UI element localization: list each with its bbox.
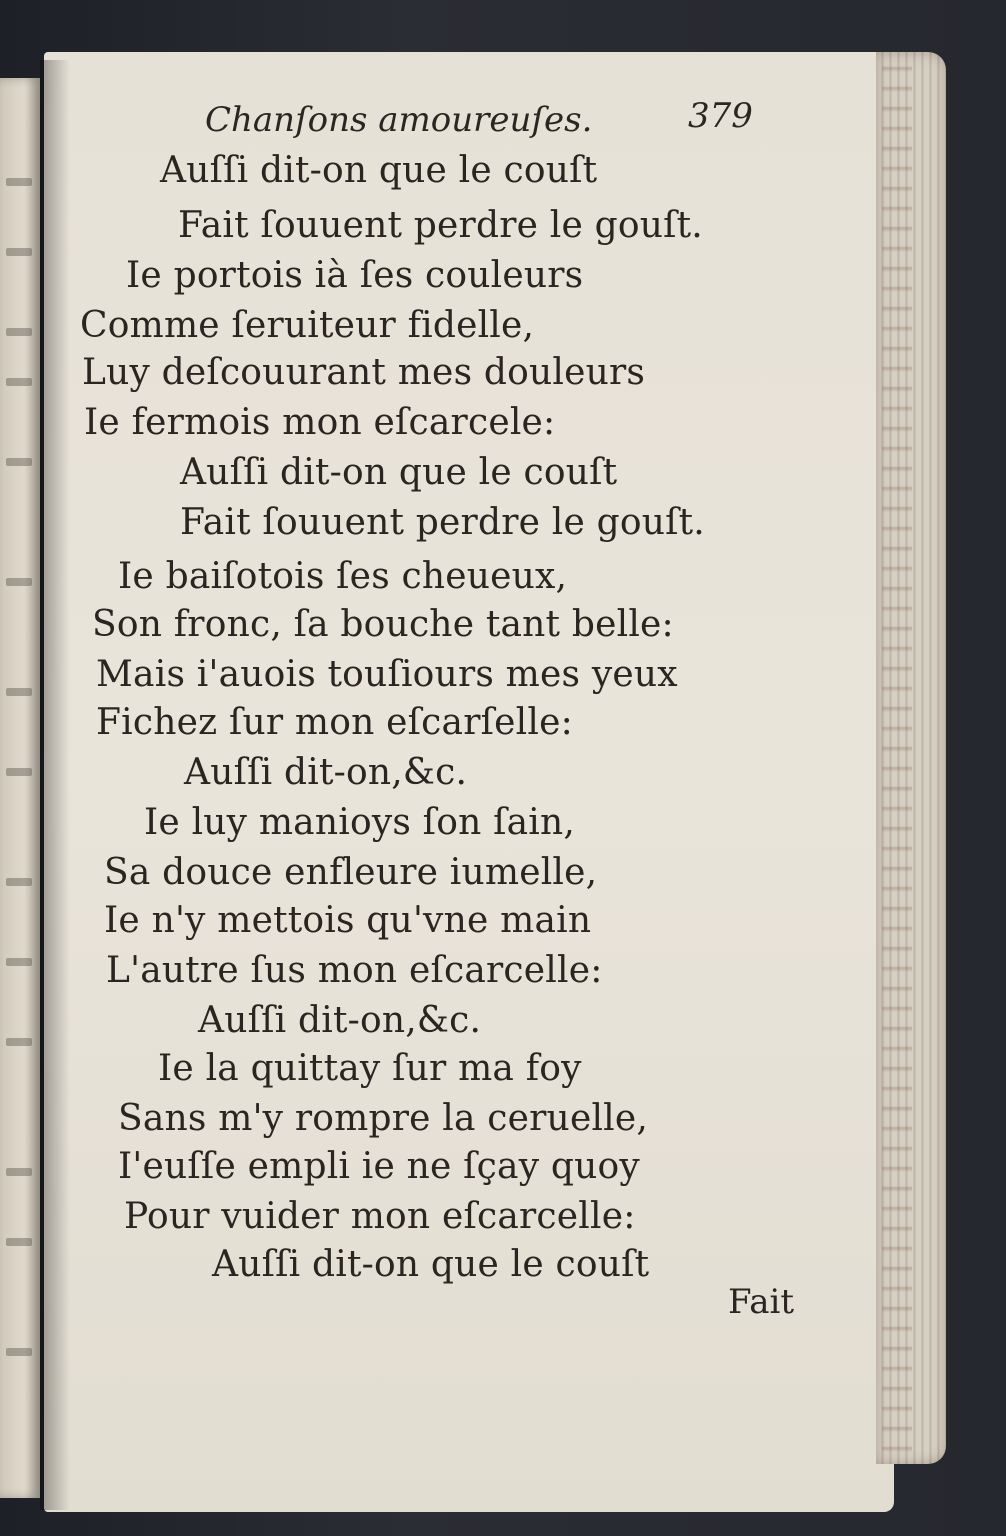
running-head: Chanſons amoureuſes.: [205, 100, 593, 140]
verse-line: Ie portois ià ſes couleurs: [126, 255, 584, 296]
verse-line: Auſſi dit-on que le couſt: [180, 452, 618, 493]
verse-line: I'euſſe empli ie ne ſçay quoy: [118, 1146, 640, 1187]
verse-line: Ie baiſotois ſes cheueux,: [118, 556, 568, 597]
verse-line: Fait ſouuent perdre le gouſt.: [178, 205, 703, 246]
verse-line: Pour vuider mon eſcarcelle:: [124, 1196, 636, 1237]
faded-text-mark: [6, 1038, 32, 1046]
previous-page-edge: [0, 78, 40, 1498]
verse-line: Ie luy manioys ſon ſain,: [144, 802, 576, 843]
catchword: Fait: [728, 1282, 795, 1322]
faded-text-mark: [6, 578, 32, 586]
faded-text-mark: [6, 458, 32, 466]
verse-line: Son fronc, ſa bouche tant belle:: [92, 604, 674, 645]
verse-line: Mais i'auois touſiours mes yeux: [96, 654, 678, 695]
verse-line: Luy deſcouurant mes douleurs: [82, 352, 646, 393]
faded-text-mark: [6, 958, 32, 966]
verse-line: Auſſi dit-on que le couſt: [160, 150, 598, 191]
page-number: 379: [688, 96, 753, 136]
verse-line: L'autre ſus mon eſcarcelle:: [106, 950, 603, 991]
faded-text-mark: [6, 688, 32, 696]
faded-text-mark: [6, 328, 32, 336]
faded-text-mark: [6, 878, 32, 886]
gutter-shadow: [40, 60, 70, 1510]
faded-text-mark: [6, 248, 32, 256]
verse-line: Sa douce enfleure iumelle,: [104, 852, 598, 893]
verse-line: Fichez ſur mon eſcarſelle:: [96, 702, 573, 743]
verse-line: Ie n'y mettois qu'vne main: [104, 900, 592, 941]
verse-line: Ie la quittay ſur ma foy: [158, 1048, 582, 1089]
verse-line: Fait ſouuent perdre le gouſt.: [180, 502, 705, 543]
faded-text-mark: [6, 1348, 32, 1356]
verse-line: Ie fermois mon eſcarcele:: [84, 402, 556, 443]
faded-text-mark: [6, 378, 32, 386]
page-edges: [876, 52, 946, 1464]
verse-line: Auſſi dit-on,&c.: [198, 1000, 482, 1041]
faded-text-mark: [6, 178, 32, 186]
verse-line: Auſſi dit-on que le couſt: [212, 1244, 650, 1285]
verse-line: Comme ſeruiteur fidelle,: [80, 305, 535, 346]
faded-text-mark: [6, 1238, 32, 1246]
faded-text-mark: [6, 768, 32, 776]
faded-text-mark: [6, 1168, 32, 1176]
verse-line: Auſſi dit-on,&c.: [184, 752, 468, 793]
verse-line: Sans m'y rompre la ceruelle,: [118, 1098, 649, 1139]
